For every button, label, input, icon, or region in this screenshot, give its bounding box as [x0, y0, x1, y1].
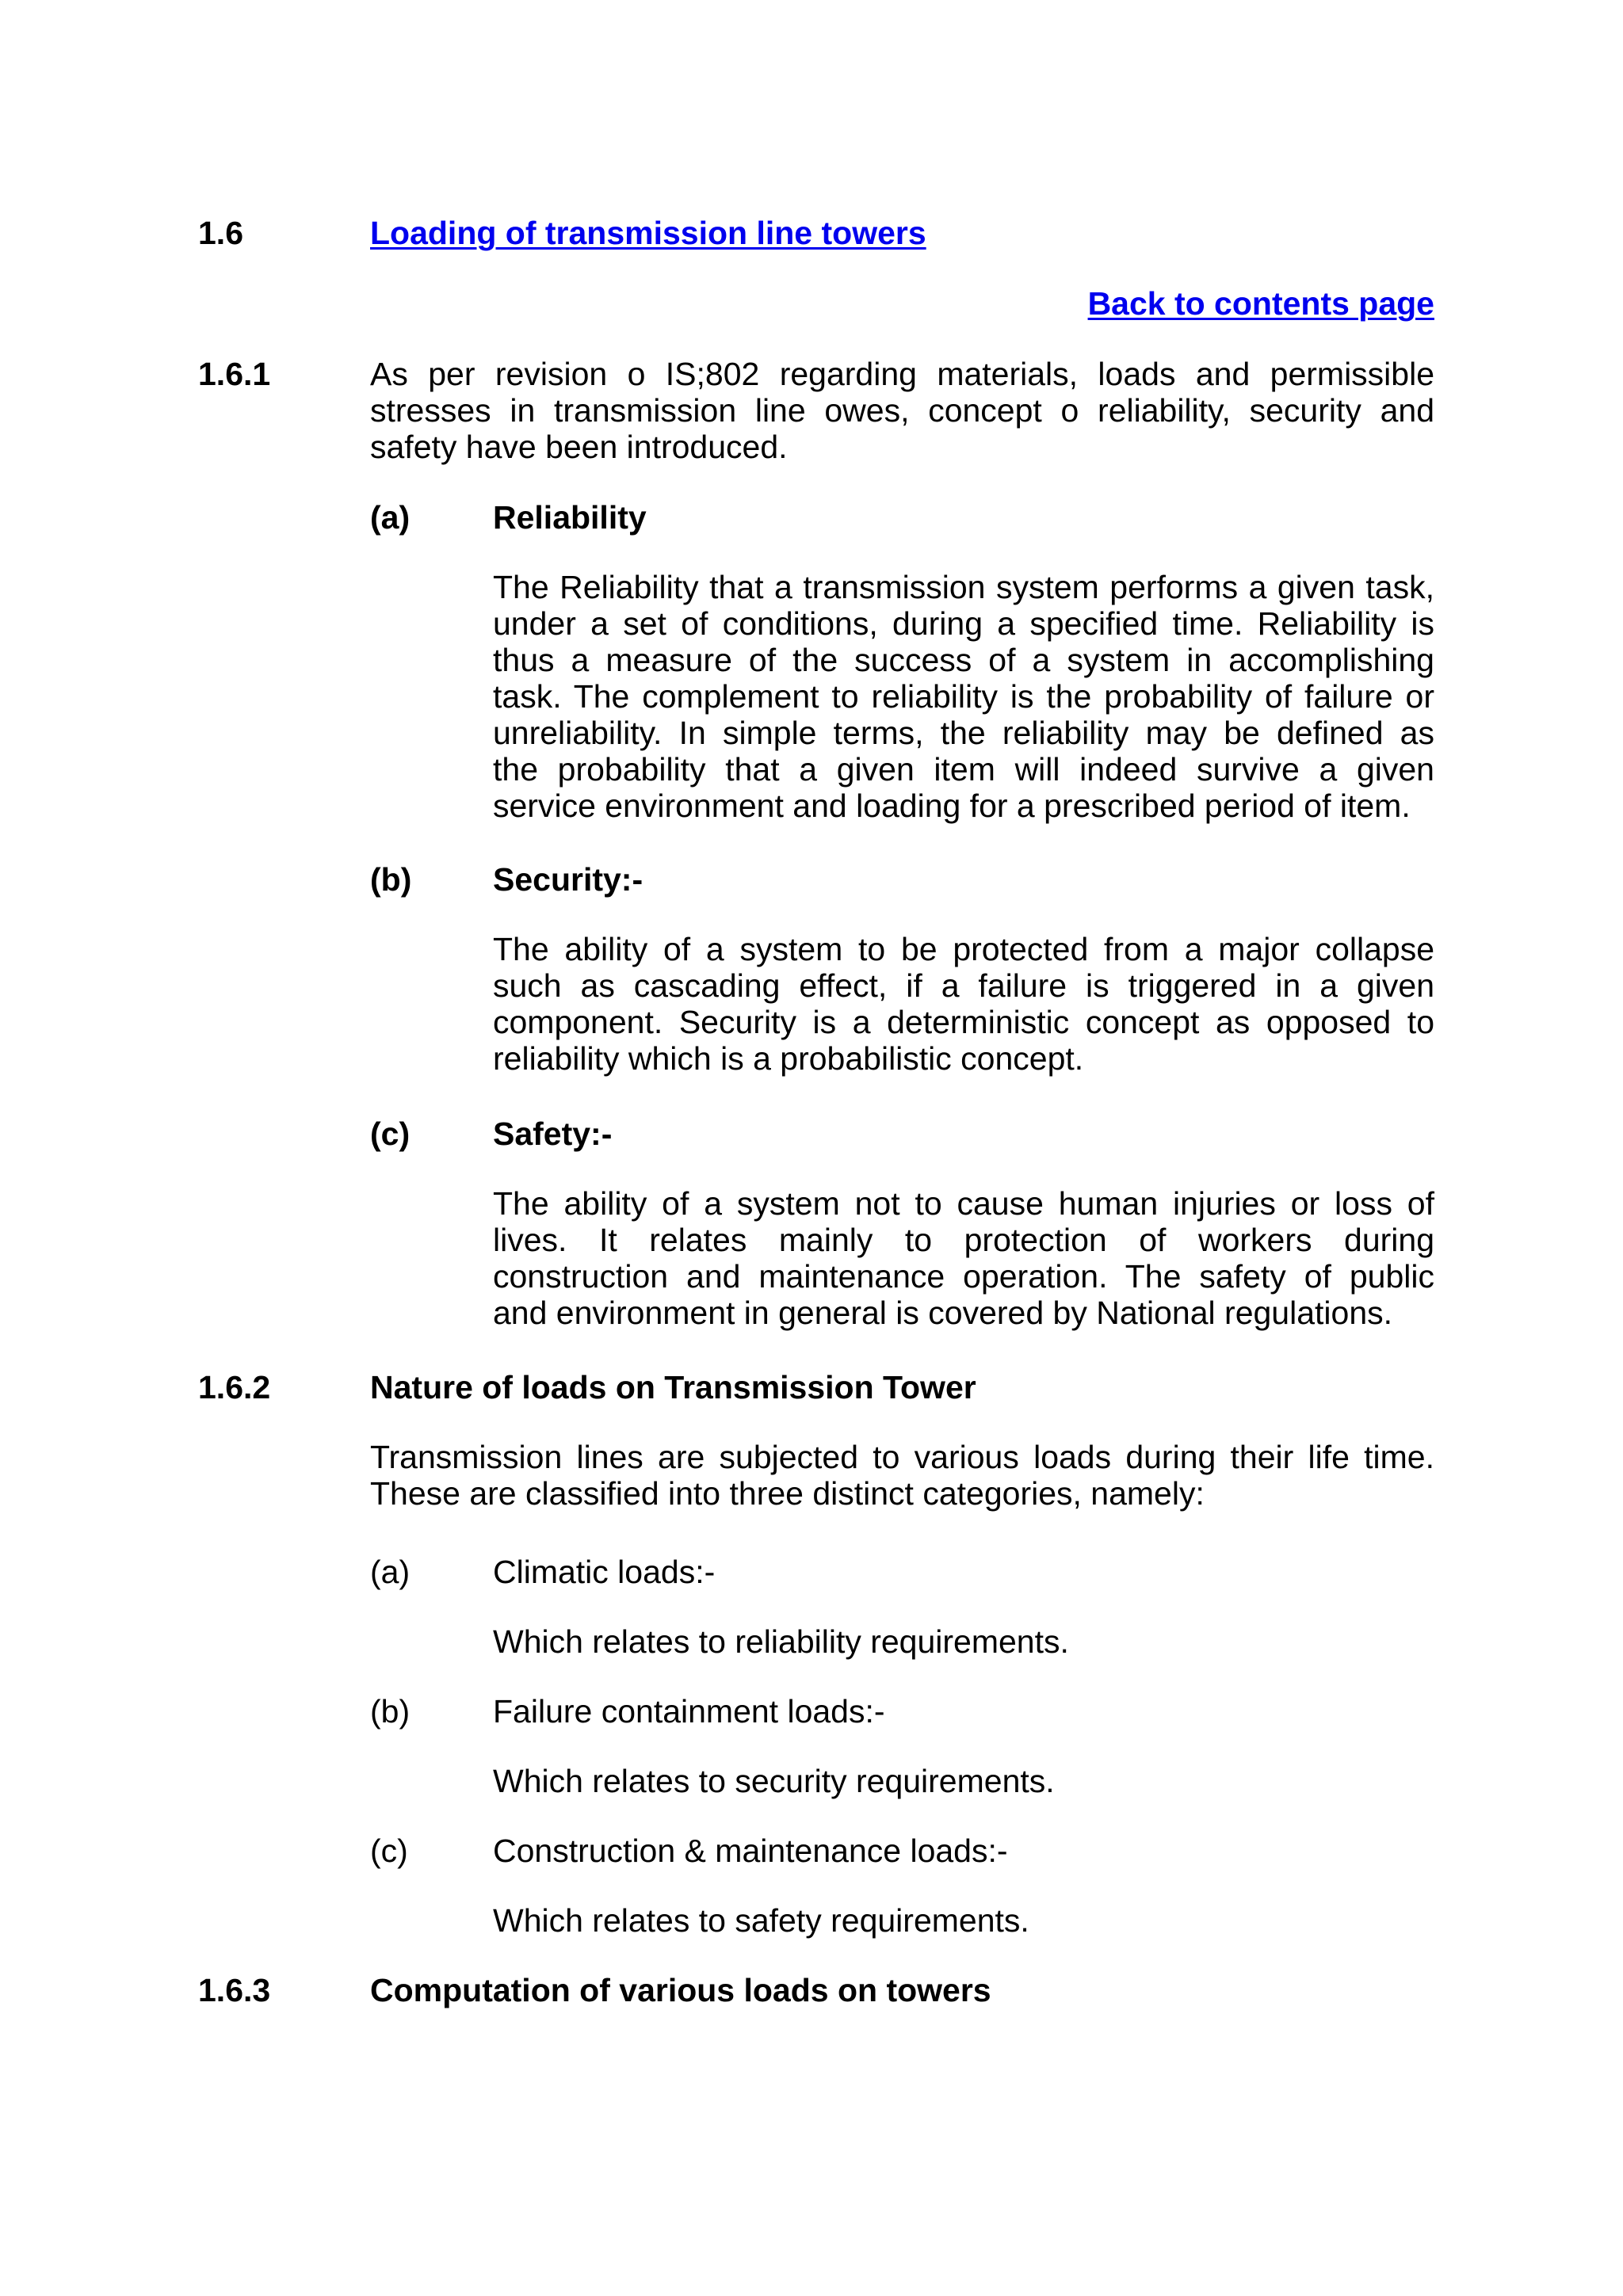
back-to-contents	[1088, 285, 1434, 322]
load-category-description: Which relates to reliability requirements.	[493, 1623, 1069, 1660]
paragraph-line: safety have been introduced.	[370, 429, 788, 465]
paragraph-line: under a set of conditions, during a specified time. Reliability is	[493, 605, 1434, 642]
load-category-failure-containment: Failure containment loads:-	[493, 1693, 885, 1730]
paragraph-line: and environment in general is covered by National regulations.	[493, 1295, 1393, 1331]
paragraph-line: The ability of a system to be protected from a major collapse	[493, 931, 1434, 967]
item-label: (c)	[370, 1833, 408, 1869]
paragraph-line: lives. It relates mainly to protection of workers during	[493, 1222, 1434, 1258]
item-heading-reliability: Reliability	[493, 499, 647, 536]
subsection-1-6-1-paragraph	[370, 356, 1434, 465]
section-number: 1.6	[198, 215, 243, 251]
security-paragraph	[493, 931, 1434, 1077]
section-title-link[interactable]: Loading of transmission line towers	[370, 215, 926, 251]
paragraph-line: Transmission lines are subjected to various loads during their life time.	[370, 1439, 1434, 1475]
item-heading-safety: Safety:-	[493, 1116, 613, 1152]
paragraph-line: stresses in transmission line owes, concept o reliability, security and	[370, 392, 1434, 429]
safety-paragraph	[493, 1185, 1434, 1331]
paragraph-line: service environment and loading for a prescribed period of item.	[493, 788, 1411, 824]
paragraph-line: construction and maintenance operation. The safety of public	[493, 1258, 1434, 1295]
item-label: (c)	[370, 1116, 411, 1152]
subsection-title-1-6-3: Computation of various loads on towers	[370, 1972, 991, 2008]
paragraph-line: component. Security is a deterministic concept as opposed to	[493, 1004, 1434, 1040]
paragraph-line: reliability which is a probabilistic concept.	[493, 1040, 1084, 1077]
section-title	[370, 215, 926, 251]
reliability-paragraph	[493, 569, 1434, 824]
subsection-title-1-6-2: Nature of loads on Transmission Tower	[370, 1369, 976, 1405]
item-heading-security: Security:-	[493, 861, 643, 898]
item-label: (a)	[370, 499, 411, 536]
paragraph-line: The ability of a system not to cause human injuries or loss of	[493, 1185, 1434, 1222]
subsection-number-1-6-3: 1.6.3	[198, 1972, 271, 2008]
item-label: (b)	[370, 1693, 411, 1730]
load-category-construction: Construction & maintenance loads:-	[493, 1833, 1008, 1869]
paragraph-line: unreliability. In simple terms, the reliability may be defined as	[493, 715, 1434, 751]
paragraph-line: task. The complement to reliability is the probability of failure or	[493, 678, 1434, 715]
item-label: (b)	[370, 861, 412, 898]
subsection-number-1-6-1: 1.6.1	[198, 356, 271, 392]
paragraph-line: These are classified into three distinct categories, namely:	[370, 1475, 1205, 1512]
paragraph-line: such as cascading effect, if a failure is triggered in a given	[493, 967, 1434, 1004]
load-category-climatic: Climatic loads:-	[493, 1554, 716, 1590]
paragraph-line: thus a measure of the success of a system in accomplishing	[493, 642, 1434, 678]
load-category-description: Which relates to safety requirements.	[493, 1902, 1029, 1939]
subsection-number-1-6-2: 1.6.2	[198, 1369, 271, 1405]
item-label: (a)	[370, 1554, 411, 1590]
load-category-description: Which relates to security requirements.	[493, 1763, 1055, 1799]
paragraph-line: As per revision o IS;802 regarding materials, loads and permissible	[370, 356, 1434, 392]
back-to-contents-link[interactable]: Back to contents page	[1087, 285, 1434, 322]
paragraph-line: the probability that a given item will indeed survive a given	[493, 751, 1434, 788]
subsection-1-6-2-paragraph	[370, 1439, 1434, 1512]
paragraph-line: The Reliability that a transmission system performs a given task,	[493, 569, 1434, 605]
